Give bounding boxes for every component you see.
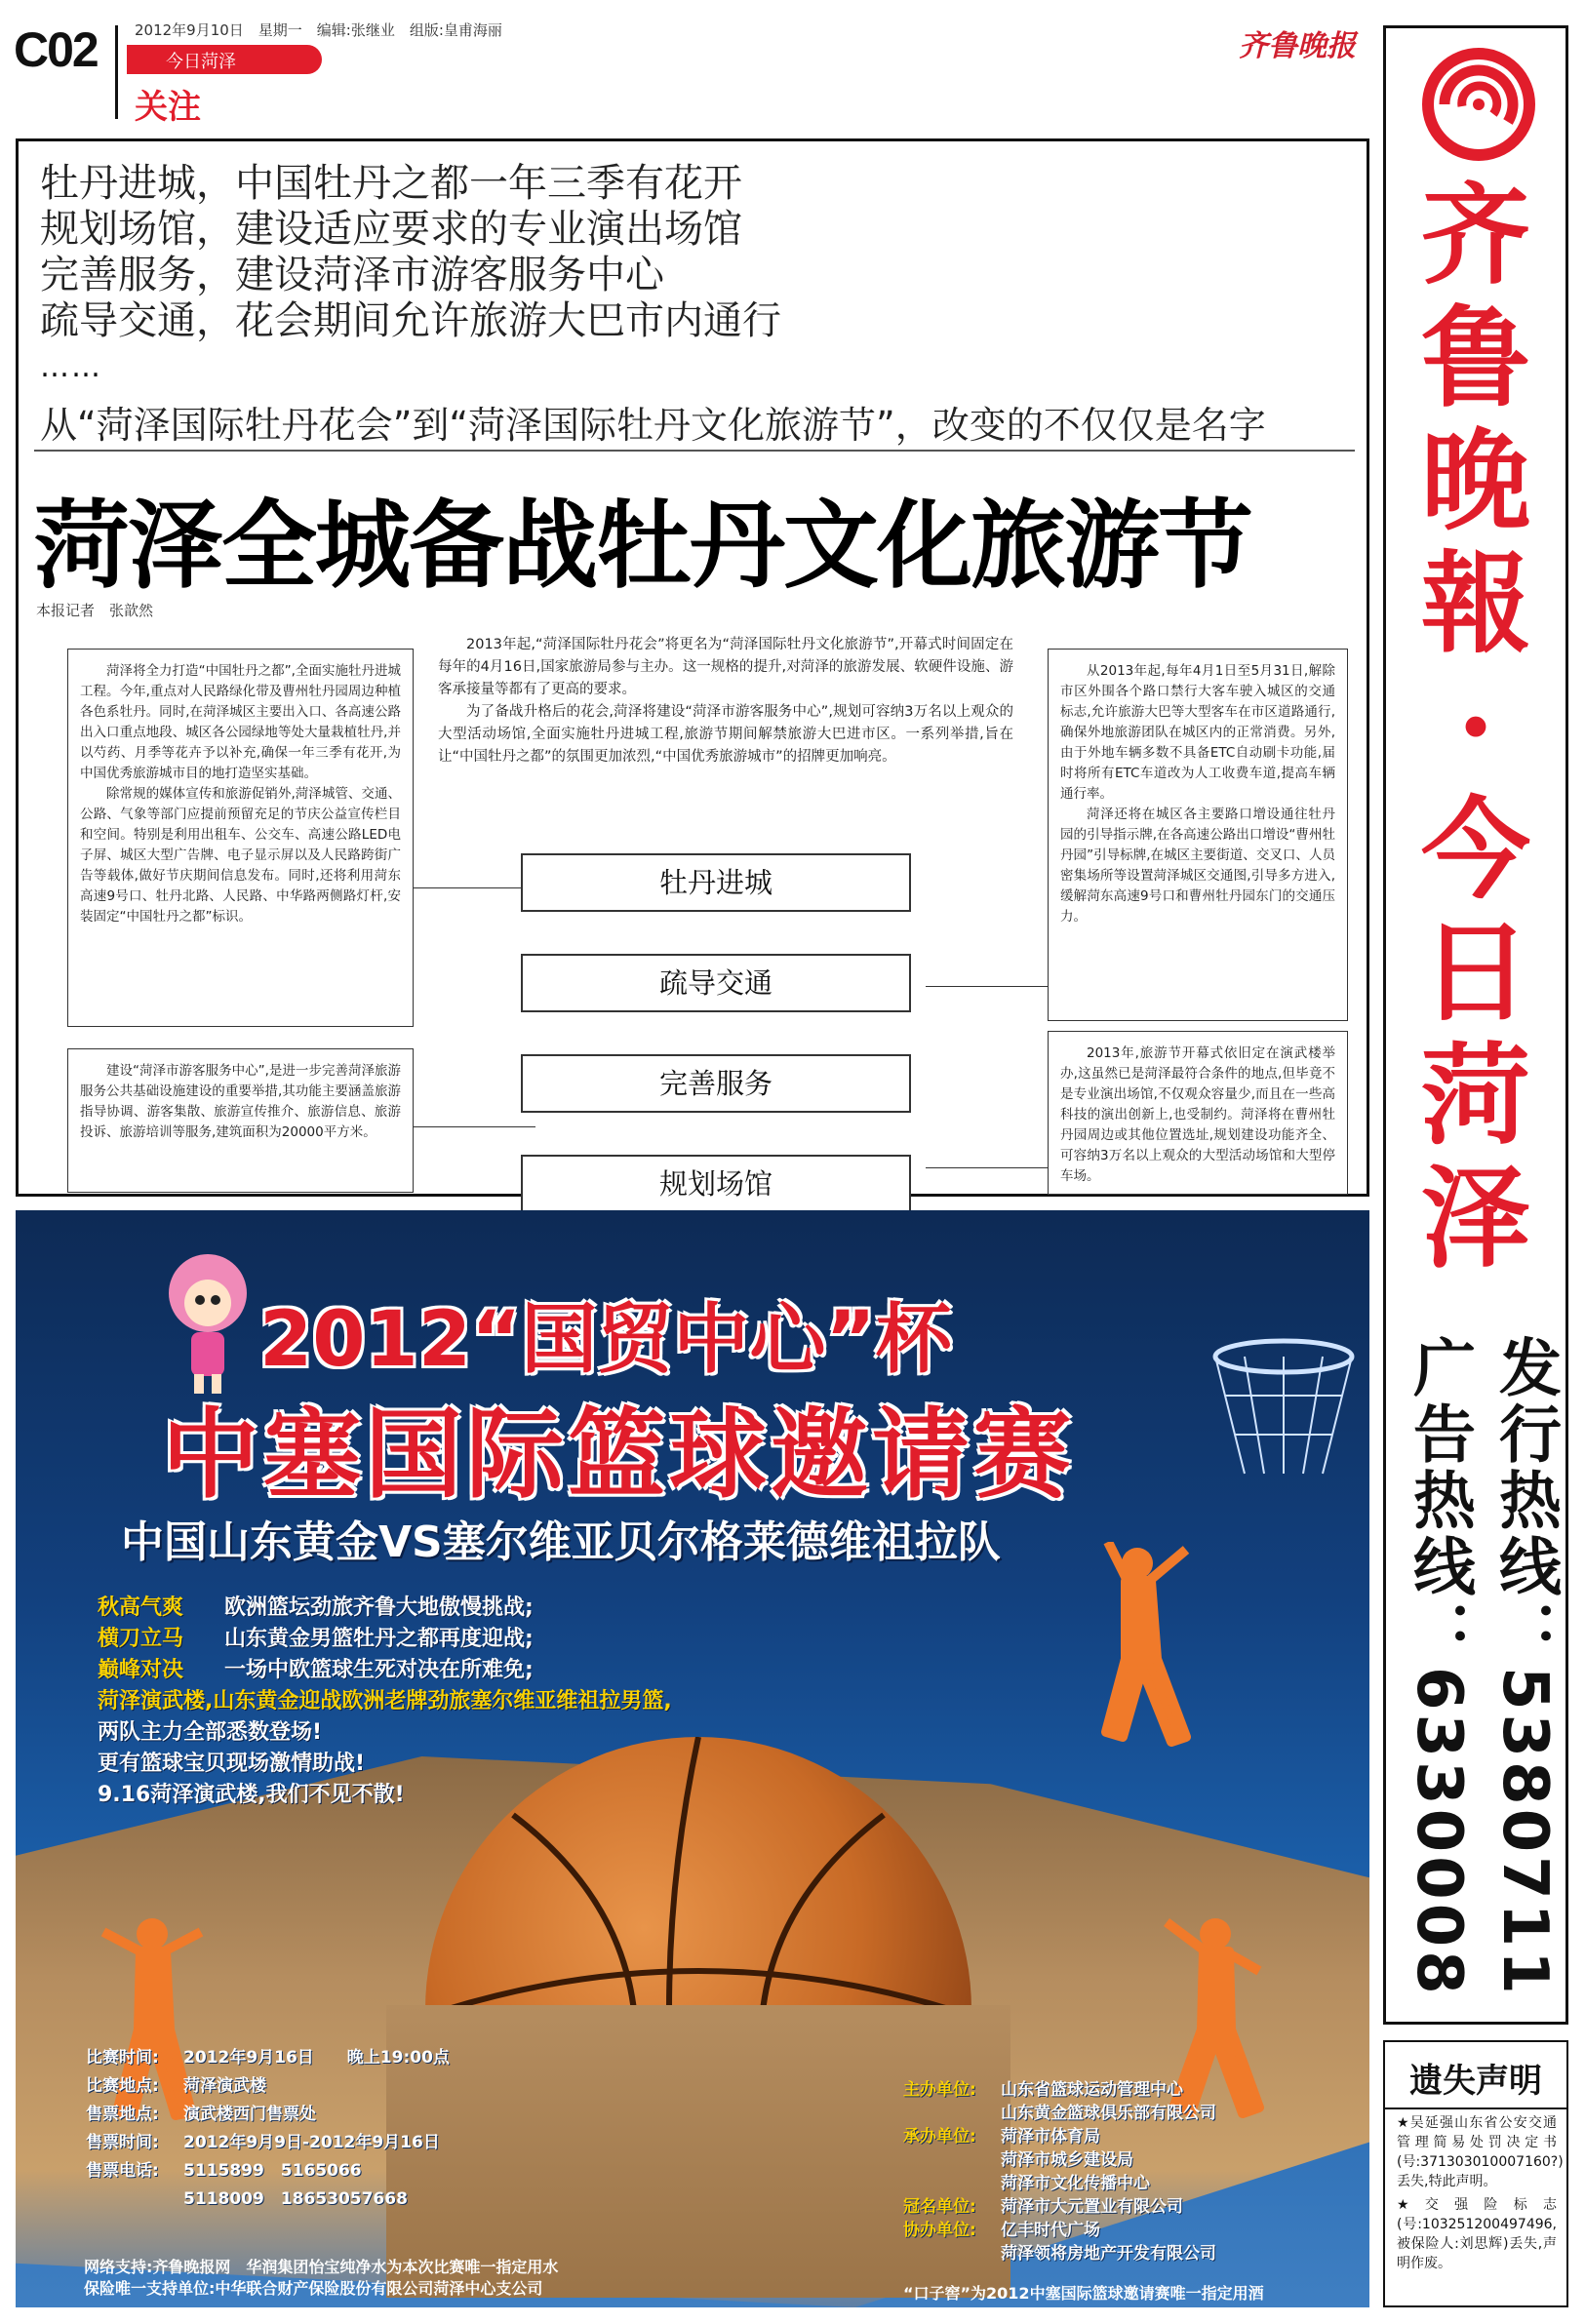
notice-item: ★吴延强山东省公安交通管理简易处罚决定书(号:371303010007160?)丢失,特此声明。 (1397, 2115, 1564, 2189)
lead-line: 完善服务，建设菏泽市游客服务中心 (40, 253, 664, 297)
textbox-left-bottom (67, 1048, 414, 1193)
org-value: 山东省篮球运动管理中心 (1001, 2080, 1183, 2100)
slogan-line (98, 1593, 672, 1624)
textbox-right-bottom (1048, 1031, 1348, 1195)
ad-slogans (98, 1593, 672, 1811)
org-key: 主办单位: (903, 2080, 976, 2100)
info-row (86, 2186, 450, 2214)
headline: 菏泽全城备战牡丹文化旅游节 (34, 491, 1252, 602)
article-body-middle (438, 634, 1013, 768)
paragraph: 菏泽还将在城区各主要路口增设通往牡丹园的引导指示牌,在各高速公路出口增设“曹州牡丹园”引导标牌,在城区主要街道、交叉口、人员密集场所等设置菏泽城区交通图,引导多方进入,缓解菏东高速9号口和曹州牡丹园东门的交通压力。 (1060, 807, 1335, 925)
info-row (86, 2101, 450, 2129)
org-value: 菏泽市大元置业有限公司 (1001, 2197, 1183, 2217)
swirl-logo-icon (1415, 46, 1542, 163)
connector-line (414, 887, 535, 888)
info-value: 5118009 18653057668 (183, 2189, 408, 2209)
info-key: 比赛时间: (86, 2048, 159, 2068)
info-key: 比赛地点: (86, 2076, 159, 2096)
slogan-tag: 横刀立马 (98, 1627, 184, 1651)
connector-line (414, 1126, 535, 1127)
paragraph: 为了备战升格后的花会,菏泽将建设“菏泽市游客服务中心”,规划可容纳3万名以上观众的大型活动场馆,全面实施牡丹进城工程,旅游节期间解禁旅游大巴进市区。一系列举措,旨在让“中国牡丹之都”的氛围更加浓烈,“中国优秀旅游城市”的招牌更加响亮。 (438, 704, 1013, 765)
masthead-char: 鲁 (1421, 295, 1530, 422)
info-value: 5115899 5165066 (183, 2161, 362, 2181)
lead-line: 规划场馆，建设适应要求的专业演出场馆 (40, 207, 742, 252)
footer-row (84, 2278, 558, 2300)
slogan-text: 一场中欧篮球生死对决在所难免; (224, 1658, 534, 1682)
footer-key: 网络支持: (84, 2258, 153, 2276)
masthead-char: 菏 (1421, 1032, 1530, 1160)
paragraph: 建设“菏泽市游客服务中心”,是进一步完善菏泽旅游服务公共基础设施建设的重要举措,其功能主要涵盖旅游指导协调、游客集散、旅游宣传推介、旅游信息、旅游投诉、旅游培训等服务,建筑面积为20000平方米。 (80, 1063, 401, 1140)
match-info (86, 2044, 450, 2214)
textbox-right-top (1048, 649, 1348, 1021)
masthead-title (1386, 172, 1565, 1282)
masthead-char: 今 (1421, 786, 1530, 914)
masthead-char: 泽 (1421, 1155, 1530, 1282)
organizers (903, 2078, 1216, 2265)
org-value: 山东黄金篮球俱乐部有限公司 (1001, 2104, 1216, 2123)
byline: 本报记者 张歆然 (36, 602, 154, 619)
info-key: 售票电话: (86, 2161, 159, 2181)
info-row (86, 2157, 450, 2186)
org-value: 菏泽市体育局 (1001, 2127, 1100, 2147)
node-service: 完善服务 (521, 1054, 911, 1113)
org-row (903, 2195, 1216, 2219)
org-row (903, 2172, 1216, 2195)
edition-meta: 2012年9月10日 星期一 编辑:张继业 组版:皇甫海丽 (135, 21, 502, 39)
org-value: 菏泽领将房地产开发有限公司 (1001, 2244, 1216, 2264)
slogan-line (98, 1655, 672, 1686)
org-value: 菏泽市城乡建设局 (1001, 2150, 1133, 2170)
slogan-tag: 巅峰对决 (98, 1658, 184, 1682)
section-tag: 今日菏泽 (127, 45, 322, 74)
masthead-char: 報 (1421, 540, 1530, 668)
page-header (14, 18, 1369, 135)
info-row (86, 2044, 450, 2072)
slogan-line: 菏泽演武楼,山东黄金迎战欧洲老牌劲旅塞尔维亚维祖拉男篮, (98, 1689, 672, 1713)
slogan-tag: 秋高气爽 (98, 1595, 184, 1620)
subtitle: 从“菏泽国际牡丹花会”到“菏泽国际牡丹文化旅游节”，改变的不仅仅是名字 (40, 404, 1266, 447)
masthead (1383, 25, 1568, 2025)
paragraph: 除常规的媒体宣传和旅游促销外,菏泽城管、交通、公路、气象等部门应提前预留充足的节庆公益宣传栏目和空间。特别是利用出租车、公交车、高速公路LED电子屏、城区大型广告牌、电子显示屏以及人民路跨街广告等载体,做好节庆期间信息发布。同时,还将利用菏东高速9号口、牡丹北路、人民路、中华路两侧路灯杆,安装固定“中国牡丹之都”标识。 (80, 786, 401, 925)
info-value: 2012年9月16日 晚上19:00点 (183, 2048, 450, 2068)
footer-value: 齐鲁晚报网 华润集团怡宝纯净水为本次比赛唯一指定用水 (152, 2258, 559, 2276)
org-row (903, 2242, 1216, 2265)
article (16, 138, 1369, 1201)
connector-line (926, 1167, 1048, 1168)
slogan-line: 9.16菏泽演武楼,我们不见不散! (98, 1783, 405, 1807)
org-row (903, 2125, 1216, 2148)
lost-notice (1383, 2040, 1568, 2307)
textbox-left-top (67, 649, 414, 1027)
ad-footer (84, 2257, 558, 2300)
basketball-hoop-icon (1186, 1327, 1362, 1483)
paragraph: 2013年起,“菏泽国际牡丹花会”将更名为“菏泽国际牡丹文化旅游节”,开幕式时间固定在每年的4月16日,国家旅游局参与主办。这一规格的提升,对菏泽的旅游发展、软硬件设施、游客承接量等都有了更高的要求。 (438, 637, 1013, 697)
page-number: C02 (14, 22, 98, 77)
org-value: 菏泽市文化传播中心 (1001, 2174, 1150, 2193)
lead-line: 疏导交通，花会期间允许旅游大巴市内通行 (40, 298, 781, 343)
slogan-text: 欧洲篮坛劲旅齐鲁大地傲慢挑战; (224, 1595, 534, 1620)
slogan-line (98, 1624, 672, 1655)
org-row (903, 2148, 1216, 2172)
ad-title-cup: 2012“国贸中心”杯 (259, 1296, 952, 1384)
org-key: 冠名单位: (903, 2197, 976, 2217)
paragraph: 菏泽将全力打造“中国牡丹之都”,全面实施牡丹进城工程。今年,重点对人民路绿化带及曹州牡丹园周边种植各色系牡丹。同时,在菏泽城区主要出入口、各高速公路出入口重点地段、城区各公园绿地等处大量栽植牡丹,并以芍药、月季等花卉予以补充,确保一年三季有花开,为中国优秀旅游城市目的地打造坚实基础。 (80, 663, 401, 781)
info-value: 2012年9月9日-2012年9月16日 (183, 2133, 440, 2152)
notice-title: 遗失声明 (1385, 2042, 1566, 2109)
org-key: 协办单位: (903, 2221, 976, 2240)
paper-logo-small: 齐鲁晚报 (1239, 29, 1356, 63)
org-row (903, 2102, 1216, 2125)
info-value: 演武楼西门售票处 (183, 2105, 316, 2124)
footer-row (84, 2257, 558, 2278)
lead-line: 牡丹进城，中国牡丹之都一年三季有花开 (40, 161, 742, 206)
lead-lines (40, 161, 781, 344)
org-row (903, 2219, 1216, 2242)
footer-key: 保险唯一支持单位: (84, 2279, 216, 2298)
info-key: 售票时间: (86, 2133, 159, 2152)
column-name: 关注 (135, 88, 201, 127)
ad-title-teams: 中国山东黄金VS塞尔维亚贝尔格莱德维祖拉队 (121, 1517, 1001, 1567)
jumping-player-icon (1069, 1542, 1206, 1756)
masthead-char: 齐 (1421, 172, 1530, 299)
title-rule (34, 450, 1355, 452)
slogan-line: 两队主力全部悉数登场! (98, 1720, 323, 1745)
slogan-text: 山东黄金男篮牡丹之都再度迎战; (224, 1627, 534, 1651)
info-row (86, 2129, 450, 2157)
org-value: 亿丰时代广场 (1001, 2221, 1100, 2240)
masthead-char: 日 (1421, 909, 1530, 1037)
node-peony-city: 牡丹进城 (521, 853, 911, 912)
org-key: 承办单位: (903, 2127, 976, 2147)
distribution-hotline: 发行热线：5380711 (1488, 1335, 1561, 1998)
paragraph: 2013年,旅游节开幕式依旧定在演武楼举办,这虽然已是菏泽最符合条件的地点,但毕竟不是专业演出场馆,不仅观众容量少,而且在一些高科技的演出创新上,也受制约。菏泽将在曹州牡丹园周边或其他位置选址,规划建设功能齐全、可容纳3万名以上观众的大型活动场馆和大型停车场。 (1060, 1045, 1335, 1184)
footer-value: 中华联合财产保险股份有限公司菏泽中心支公司 (215, 2279, 543, 2298)
header-divider (115, 25, 118, 119)
connector-line (926, 986, 1048, 987)
info-row (86, 2072, 450, 2101)
ad-hotline: 广告热线：6330008 (1403, 1335, 1475, 1998)
basketball-ad (16, 1210, 1369, 2307)
mascot-girl-icon (157, 1249, 259, 1396)
node-venue: 规划场馆 (521, 1155, 911, 1213)
lead-ellipsis: …… (40, 350, 102, 384)
paragraph: 从2013年起,每年4月1日至5月31日,解除市区外围各个路口禁行大客车驶入城区的交通标志,允许旅游大巴等大型客车在市区道路通行,确保外地旅游团队在城区内的正常消费。另外,由于外地车辆多数不具备ETC自动刷卡功能,届时将所有ETC车道改为人工收费车道,提高车辆通行率。 (1060, 663, 1335, 802)
node-traffic: 疏导交通 (521, 954, 911, 1012)
ad-footer-liquor: “口子窖”为2012中塞国际篮球邀请赛唯一指定用酒 (903, 2284, 1264, 2303)
info-value: 菏泽演武楼 (183, 2076, 266, 2096)
slogan-line: 更有篮球宝贝现场激情助战! (98, 1752, 366, 1776)
org-row (903, 2078, 1216, 2102)
masthead-char: 晚 (1421, 417, 1530, 545)
masthead-char: · (1456, 663, 1495, 791)
ad-title-event: 中塞国际篮球邀请赛 (162, 1398, 1075, 1512)
info-key: 售票地点: (86, 2105, 159, 2124)
notice-item: ★交强险标志(号:103251200497496,被保险人:刘思辉)丢失,声明作废。 (1397, 2197, 1557, 2271)
